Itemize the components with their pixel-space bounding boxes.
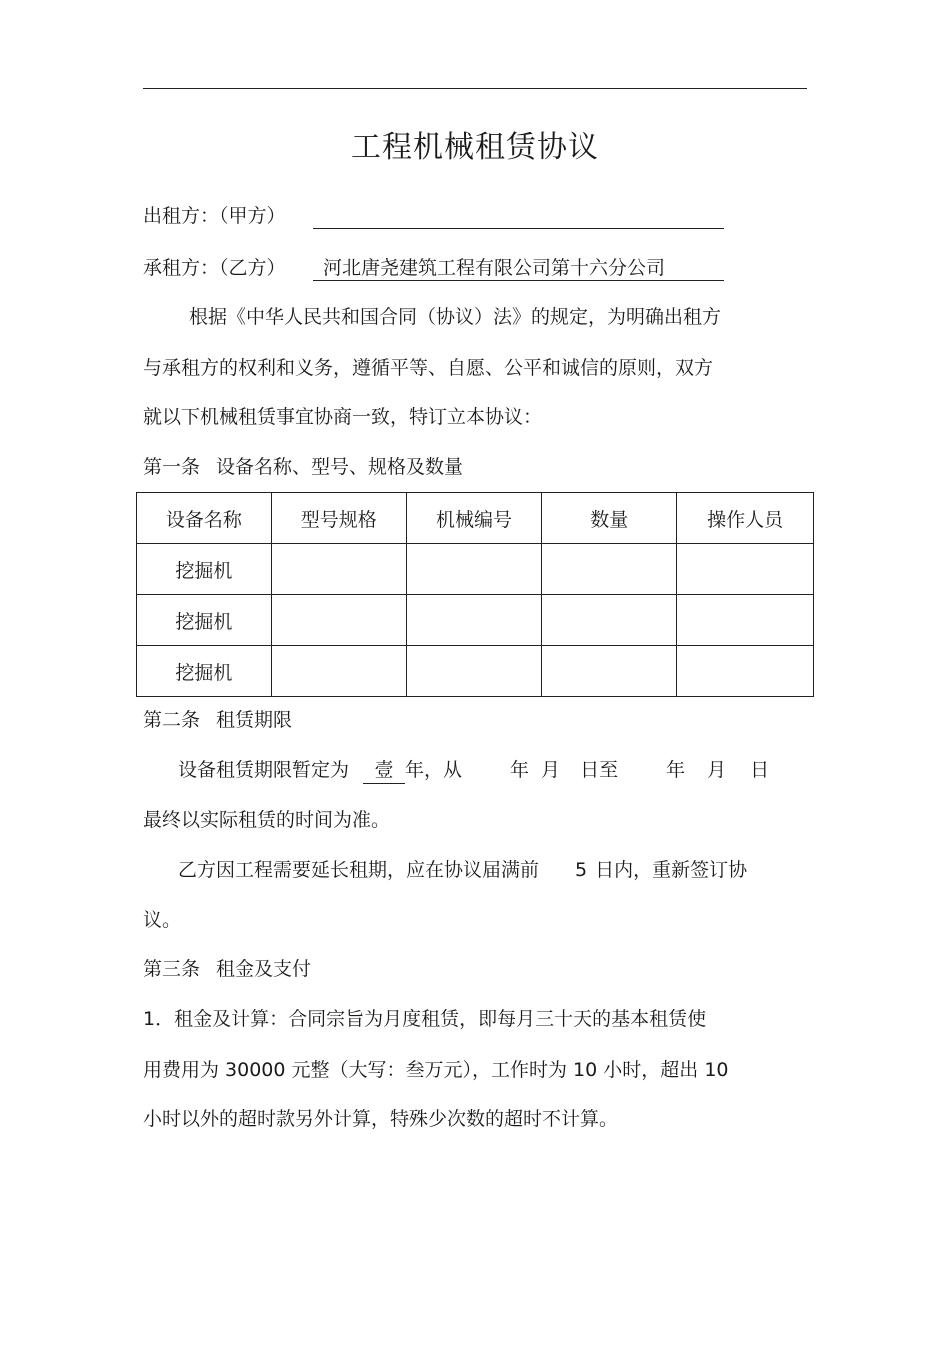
article-3-title: 租金及支付: [216, 958, 312, 980]
table-cell[interactable]: [677, 544, 814, 595]
table-cell[interactable]: [406, 544, 542, 595]
preamble-line-1: 根据《中华人民共和国合同（协议）法》的规定，为明确出租方: [189, 306, 722, 328]
rent-line-2: 用费用为 30000 元整（大写：叁万元），工作时为 10 小时，超出 10: [143, 1059, 729, 1081]
article-3-number: 第三条: [143, 958, 201, 980]
start-month-label: 月: [541, 759, 561, 781]
table-header-row: [137, 493, 814, 544]
table-cell[interactable]: [542, 544, 677, 595]
end-month-label: 月: [707, 759, 727, 781]
table-cell[interactable]: [677, 595, 814, 646]
extension-days: 5: [575, 859, 588, 881]
header-rule: [143, 88, 807, 89]
term-prefix: 设备租赁期限暂定为: [178, 759, 350, 781]
end-day-label: 日: [750, 759, 770, 781]
extension-prefix: 乙方因工程需要延长租期，应在协议届满前: [178, 859, 540, 881]
header-cell-serial: 机械编号: [406, 493, 542, 544]
equipment-table: [136, 492, 814, 697]
table-cell[interactable]: [542, 595, 677, 646]
extension-line-2: 议。: [143, 909, 182, 931]
lessor-field[interactable]: [313, 203, 724, 229]
table-cell[interactable]: [542, 646, 677, 697]
extension-suffix: 日内，重新签订协: [595, 859, 748, 881]
term-line-2: 最终以实际租赁的时间为准。: [143, 809, 391, 831]
lessee-label: 承租方：（乙方）: [143, 257, 286, 279]
rent-line-3: 小时以外的超时款另外计算，特殊少次数的超时不计算。: [143, 1108, 619, 1130]
article-1-title: 设备名称、型号、规格及数量: [216, 456, 464, 478]
term-years-field[interactable]: 壹: [363, 757, 405, 784]
table-cell: 挖掘机: [137, 544, 272, 595]
table-row: [137, 544, 814, 595]
article-2-title: 租赁期限: [216, 709, 293, 731]
table-row: [137, 646, 814, 697]
table-cell[interactable]: [271, 646, 406, 697]
extension-line: [178, 857, 747, 883]
table-cell: 挖掘机: [137, 646, 272, 697]
table-cell[interactable]: [271, 544, 406, 595]
table-row: [137, 595, 814, 646]
table-cell: 挖掘机: [137, 595, 272, 646]
table-cell[interactable]: [677, 646, 814, 697]
article-1-number: 第一条: [143, 456, 201, 478]
header-cell-operator: 操作人员: [677, 493, 814, 544]
lessor-label: 出租方：（甲方）: [143, 205, 286, 227]
article-1-heading: [143, 454, 463, 480]
preamble-line-2: 与承租方的权利和义务，遵循平等、自愿、公平和诚信的原则，双方: [143, 357, 714, 379]
article-3-heading: [143, 956, 311, 982]
header-cell-quantity: 数量: [542, 493, 677, 544]
lessee-field[interactable]: 河北唐尧建筑工程有限公司第十六分公司: [313, 255, 724, 281]
start-year-label: 年: [510, 759, 530, 781]
table-cell[interactable]: [406, 595, 542, 646]
table-cell[interactable]: [271, 595, 406, 646]
term-line: [178, 757, 769, 784]
preamble-line-3: 就以下机械租赁事宜协商一致，特订立本协议：: [143, 406, 543, 428]
document-title: 工程机械租赁协议: [351, 130, 599, 165]
rent-line-1: 1．租金及计算：合同宗旨为月度租赁，即每月三十天的基本租赁使: [143, 1008, 707, 1030]
header-cell-name: 设备名称: [137, 493, 272, 544]
start-day-label: 日至: [580, 759, 619, 781]
article-2-number: 第二条: [143, 709, 201, 731]
table-cell[interactable]: [406, 646, 542, 697]
end-year-label: 年: [666, 759, 686, 781]
article-2-heading: [143, 707, 292, 733]
term-suffix: 年，从: [405, 759, 463, 781]
header-cell-model: 型号规格: [271, 493, 406, 544]
